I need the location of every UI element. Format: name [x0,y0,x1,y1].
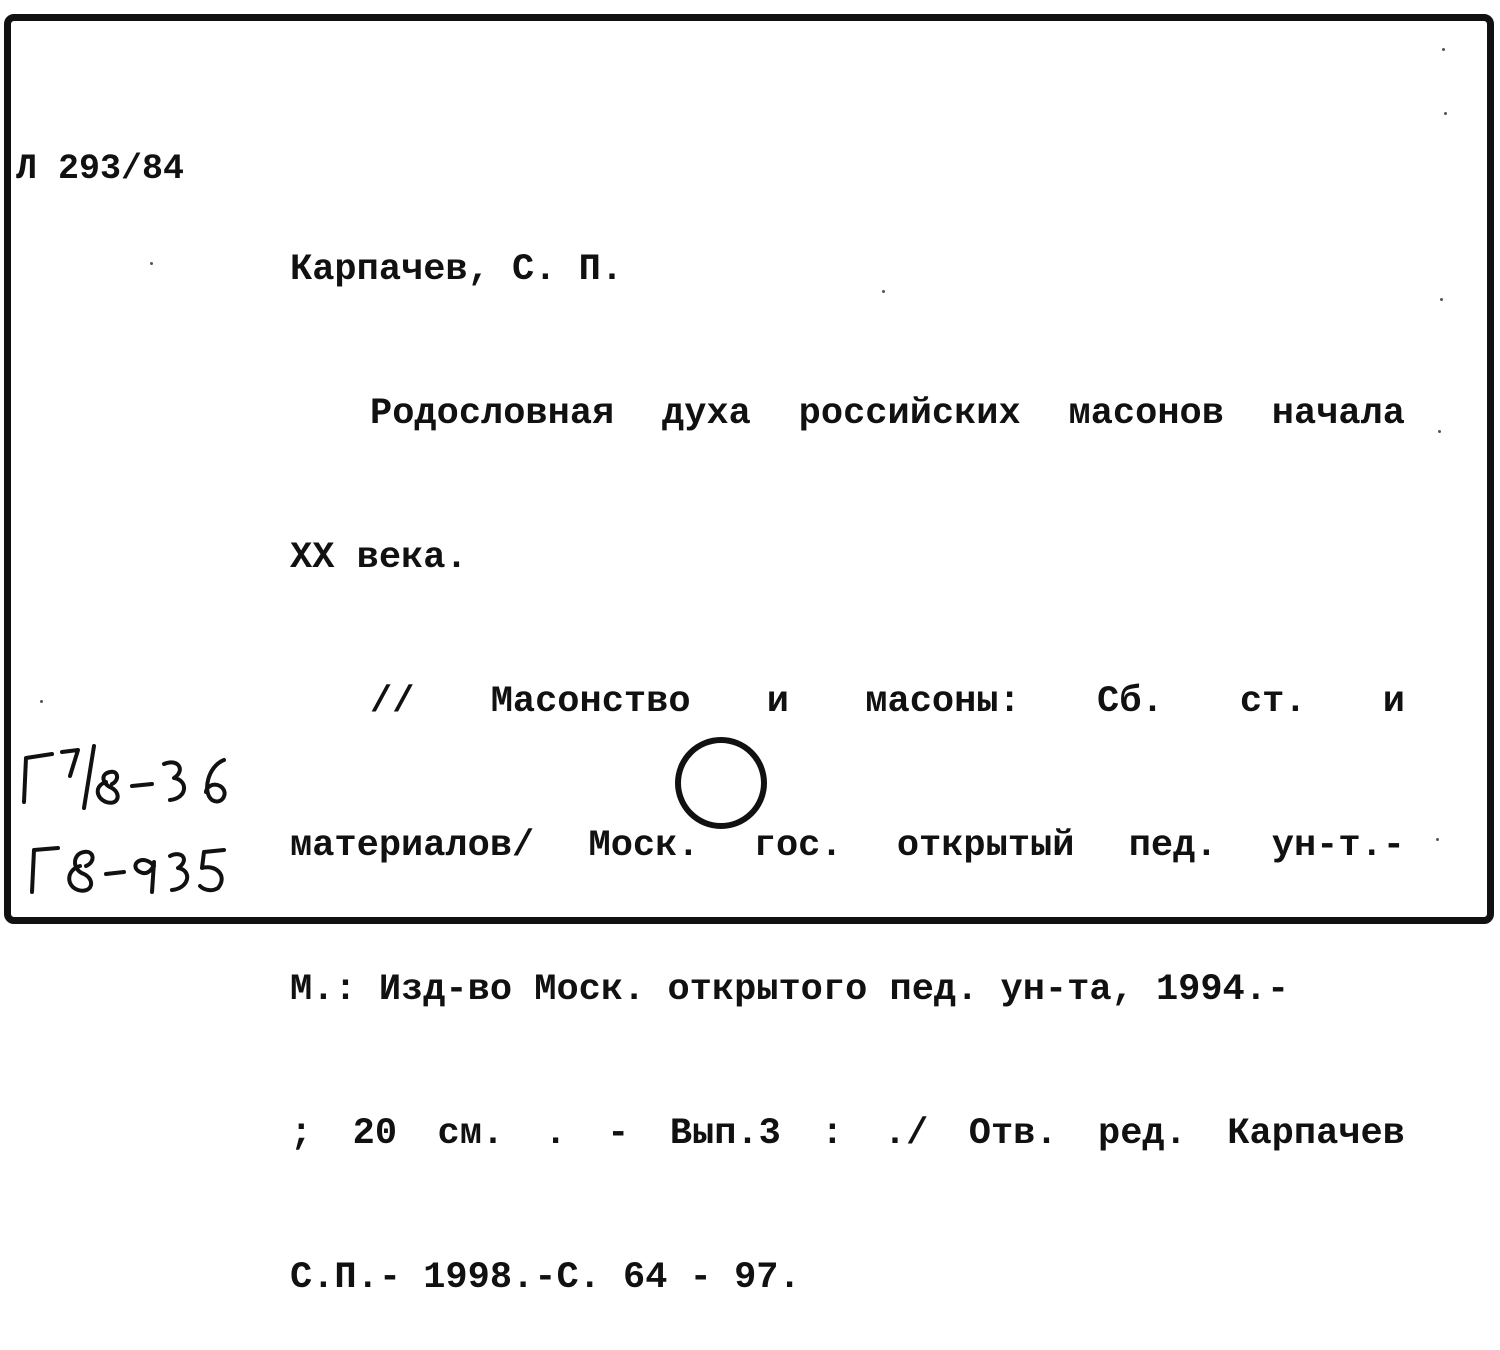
word: // [370,681,415,723]
word: Моск. [588,825,700,867]
word: : [821,1113,844,1155]
word: масоны: [865,681,1021,723]
word: пед. [1128,825,1218,867]
word: Вып.3 [669,1113,781,1155]
handwritten-note-1-text: Г7/8-36 [14,740,18,741]
scan-speck [1444,112,1447,115]
word: и [1382,681,1405,723]
word: российских [798,393,1021,435]
word: ред. [1098,1113,1187,1155]
word: духа [662,393,751,435]
word: . [544,1113,567,1155]
handwritten-note-2 [24,836,244,906]
word: ун-т.- [1271,825,1405,867]
scan-speck [1436,838,1439,841]
word: 20 [352,1113,398,1155]
word: масонов [1068,393,1224,435]
handwritten-note-1 [14,740,254,820]
word: Сб. [1096,681,1164,723]
word: Карпачев [1227,1113,1405,1155]
source-line-3: М.: Изд-во Моск. открытого пед. ун-та, 1994.- [290,969,1290,1011]
scan-speck [882,290,885,293]
title-line-2: XX века. [290,537,468,579]
punch-hole [675,737,767,829]
title-line-1 [290,390,1405,438]
source-line-5: С.П.- 1998.-С. 64 - 97. [290,1257,801,1299]
call-number: Л 293/84 [16,149,185,189]
source-line-1 [290,678,1405,726]
word: и [766,681,790,723]
word: ст. [1239,681,1307,723]
scan-speck [40,700,43,703]
word: открытый [896,825,1075,867]
word: Масонство [490,681,691,723]
scan-speck [1442,48,1445,51]
author-line: Карпачев, С. П. [290,249,624,291]
bibliographic-entry [290,150,1405,1350]
word: Отв. [968,1113,1058,1155]
source-line-2 [290,822,1405,870]
scan-speck [1440,298,1443,301]
word: гос. [753,825,843,867]
word: см. [437,1113,505,1155]
handwritten-note-2-text: Г8-935 [24,836,27,837]
word: ; [290,1113,313,1155]
source-line-4 [290,1110,1405,1158]
word: начала [1271,393,1405,435]
word: - [607,1113,630,1155]
scan-speck [1438,430,1441,433]
word: материалов/ [290,825,535,867]
word: ./ [883,1113,929,1155]
scan-speck [150,262,153,265]
word: Родословная [370,393,615,435]
